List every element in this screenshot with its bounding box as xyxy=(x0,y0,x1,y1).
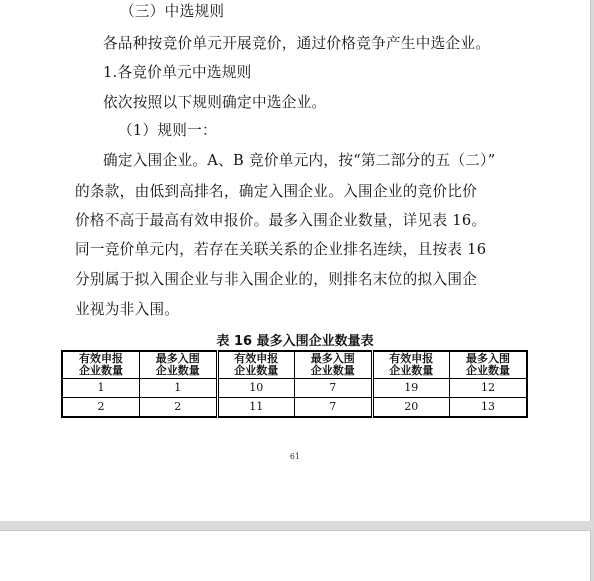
table-caption: 表 16 最多入围企业数量表 xyxy=(216,334,374,349)
table-cell: 20 xyxy=(372,398,450,418)
header-cell xyxy=(295,351,373,379)
table-row xyxy=(62,379,527,398)
table-cell: 7 xyxy=(295,398,373,418)
table-cell: 2 xyxy=(140,398,218,418)
header-line: 企业数量 xyxy=(310,364,355,377)
header-line: 企业数量 xyxy=(79,364,123,377)
rule-text-line: 确定入围企业。A、B 竞价单元内，按“第二部分的五（二）” xyxy=(103,152,496,169)
header-line: 企业数量 xyxy=(466,364,510,377)
next-page xyxy=(0,530,591,581)
rule-text-line: 业视为非入围。 xyxy=(75,301,180,318)
header-line: 有效申报 xyxy=(79,352,123,365)
table-cell: 19 xyxy=(372,379,450,398)
rule-text-line: 的条款，由低到高排名，确定入围企业。入围企业的竞价比价 xyxy=(75,183,478,200)
table-cell: 11 xyxy=(217,398,295,418)
table-cell: 2 xyxy=(62,398,140,418)
header-line: 企业数量 xyxy=(234,364,279,377)
section-heading: （三）中选规则 xyxy=(120,3,225,20)
enterprise-count-table xyxy=(61,350,528,418)
page-number: 61 xyxy=(289,452,301,461)
header-cell xyxy=(372,351,450,379)
table-header-row xyxy=(62,351,527,379)
rule-text-line: 同一竞价单元内，若存在关联关系的企业排名连续，且按表 16 xyxy=(75,241,487,258)
table-cell: 10 xyxy=(217,379,295,398)
header-line: 有效申报 xyxy=(389,352,434,365)
table-cell: 13 xyxy=(450,398,528,418)
header-line: 最多入围 xyxy=(466,352,510,365)
paragraph-1: 各品种按竞价单元开展竞价，通过价格竞争产生中选企业。 xyxy=(103,35,491,52)
header-line: 企业数量 xyxy=(155,364,200,377)
header-cell xyxy=(217,351,295,379)
header-cell xyxy=(450,351,528,379)
header-cell xyxy=(140,351,218,379)
paragraph-3: 依次按照以下规则确定中选企业。 xyxy=(103,94,327,111)
table-cell: 1 xyxy=(140,379,218,398)
header-cell xyxy=(62,351,140,379)
header-line: 企业数量 xyxy=(389,364,434,377)
table-cell: 7 xyxy=(295,379,373,398)
subsection-heading: 1.各竞价单元中选规则 xyxy=(103,64,252,81)
rule-text-line: 价格不高于最高有效申报价。最多入围企业数量，详见表 16。 xyxy=(75,212,487,229)
header-line: 最多入围 xyxy=(155,352,200,365)
rule-text-line: 分别属于拟入围企业与非入围企业的，则排名末位的拟入围企 xyxy=(75,271,478,288)
table-row xyxy=(62,398,527,418)
rule-heading: （1）规则一： xyxy=(118,122,217,139)
header-line: 最多入围 xyxy=(310,352,355,365)
header-line: 有效申报 xyxy=(234,352,279,365)
table-cell: 1 xyxy=(62,379,140,398)
table-cell: 12 xyxy=(450,379,528,398)
